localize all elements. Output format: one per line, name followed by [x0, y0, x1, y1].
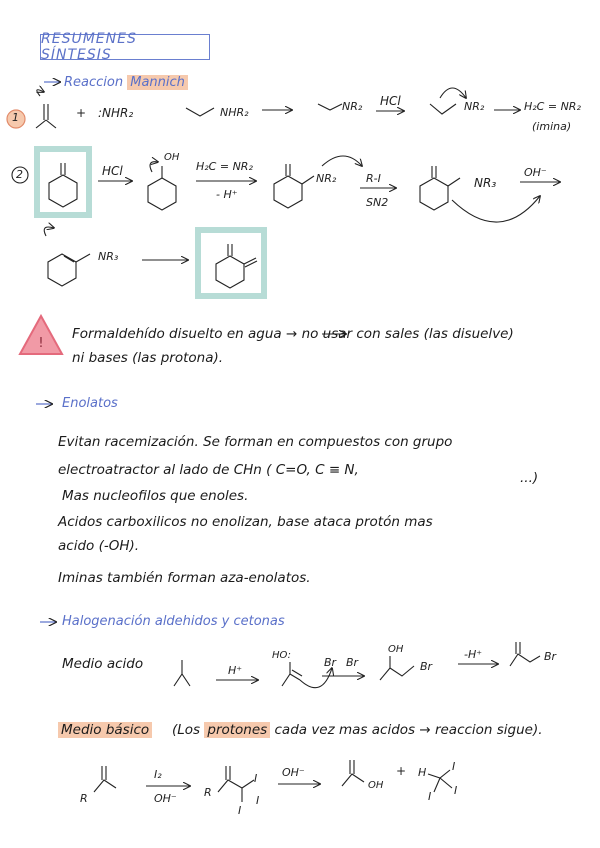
enolatos-line-6: Iminas también forman aza-enolatos. [58, 570, 311, 586]
section-heading-mannich [64, 75, 188, 90]
iodoform-i-label-2: I [428, 790, 432, 803]
hcl-label: HCl [380, 94, 401, 108]
section-heading-enolatos: Enolatos [62, 396, 118, 411]
basic-medium-label [58, 722, 152, 738]
section-heading-halogenacion: Halogenación aldehidos y cetonas [62, 614, 285, 629]
oxocation-br-label: Br [420, 660, 433, 673]
bromoketone-structure [510, 642, 540, 666]
enolatos-line-2-tail: ...) [520, 470, 539, 486]
oxonium-label: NR₂ [464, 100, 485, 113]
iodoform-i-label-3: I [454, 784, 458, 797]
oxocation-oh-label: OH [388, 644, 404, 655]
enolate-ammonium-label: NR₃ [98, 250, 119, 263]
page-title: RESUMENES SÍNTESIS [40, 34, 210, 60]
formaldehyde-structure [36, 90, 56, 128]
iminium-label: H₂C = NR₂ [524, 100, 581, 113]
ammonium-label: NR₃ [474, 176, 497, 190]
iodine-reagent-label: I₂ [154, 768, 162, 781]
iodoform-i-label-1: I [452, 760, 456, 773]
amino-alcohol-structure [318, 104, 342, 110]
triiodoketone-structure [218, 766, 254, 802]
methyl-ketone-structure [94, 766, 116, 792]
iminium-caption: (imina) [532, 120, 572, 133]
ketone-structure [174, 660, 190, 686]
enolatos-line-4: Acidos carboxilicos no enolizan, base ataca protón mas [58, 514, 433, 530]
warning-line-1: Formaldehído disuelto en agua → no usar con sales (las disuelve) [72, 326, 514, 342]
step-1-number: 1 [12, 111, 19, 124]
bromine-label: Br [324, 656, 337, 669]
iodoform-h-label: H [418, 766, 427, 779]
bromoketone-br-label: Br [544, 650, 557, 663]
intermediate-label: NHR₂ [220, 106, 249, 119]
plus-sign: + [76, 106, 87, 120]
heading-prefix: Reaccion [64, 75, 128, 90]
acid-oh-label: OH [368, 780, 384, 791]
highlight-box-start [37, 149, 89, 215]
carboxylic-acid-structure [342, 760, 364, 786]
enone-product-structure [216, 244, 257, 288]
oxocation-structure [380, 656, 414, 680]
iminium-reagent-label: H₂C = NR₂ [196, 160, 253, 173]
warning-line-2: ni bases (las protona). [72, 350, 224, 366]
acid-medium-label: Medio acido [62, 656, 144, 672]
enolatos-line-5: acido (-OH). [58, 538, 140, 554]
warning-icon [20, 316, 62, 354]
basic-note-a: (Los [172, 722, 205, 738]
amino-alcohol-label: NR₂ [342, 100, 363, 113]
iodine-label-a: I [254, 772, 258, 785]
amine-label: :NHR₂ [98, 106, 134, 120]
iodine-label-c: I [238, 804, 242, 817]
basic-medium-note [172, 722, 543, 738]
base-label: OH⁻ [524, 166, 547, 179]
oxonium-structure [430, 88, 466, 114]
hydroxide-label: OH⁻ [154, 792, 177, 805]
amine-product-label: NR₂ [316, 172, 337, 185]
bromine-label-2: Br [346, 656, 359, 669]
basic-note-protons: protones [204, 722, 270, 738]
enolatos-line-2: electroatractor al lado de CHn ( C=O, C ≡ N, [58, 462, 359, 478]
hcl-label: HCl [102, 164, 123, 178]
r-group-label: R [80, 792, 88, 805]
acid-catalyst-label: H⁺ [228, 664, 243, 677]
heading-highlight: Mannich [127, 75, 188, 90]
enolatos-line-1: Evitan racemización. Se forman en compuestos con grupo [58, 434, 453, 450]
enol-oh-label: HO: [272, 650, 291, 661]
amine-adduct-structure [186, 108, 214, 116]
enol-oh-label: OH [164, 152, 180, 163]
enolatos-line-3: Mas nucleofilos que enoles. [62, 488, 249, 504]
iodoform-structure [428, 770, 452, 792]
cyclohexanone-structure [49, 163, 77, 207]
plus-sign: + [396, 764, 407, 778]
step-2-number: 2 [16, 168, 23, 181]
enol-structure [148, 162, 176, 210]
hydroxide-label-2: OH⁻ [282, 766, 305, 779]
r-group-label-2: R [204, 786, 212, 799]
enolate-ammonium-structure [44, 227, 90, 286]
basic-note-c: cada vez mas acidos → reaccion sigue). [270, 722, 543, 738]
sn2-label: SN2 [366, 196, 389, 209]
iodine-label-b: I [256, 794, 260, 807]
basic-medium-highlight: Medio básico [58, 722, 152, 738]
ammonium-structure [420, 166, 540, 222]
svg-text:!: ! [38, 336, 44, 351]
deprotonation-label: - H⁺ [216, 188, 238, 201]
alkylation-label: R-I [366, 172, 381, 185]
deprotonation-label: -H⁺ [464, 648, 483, 661]
